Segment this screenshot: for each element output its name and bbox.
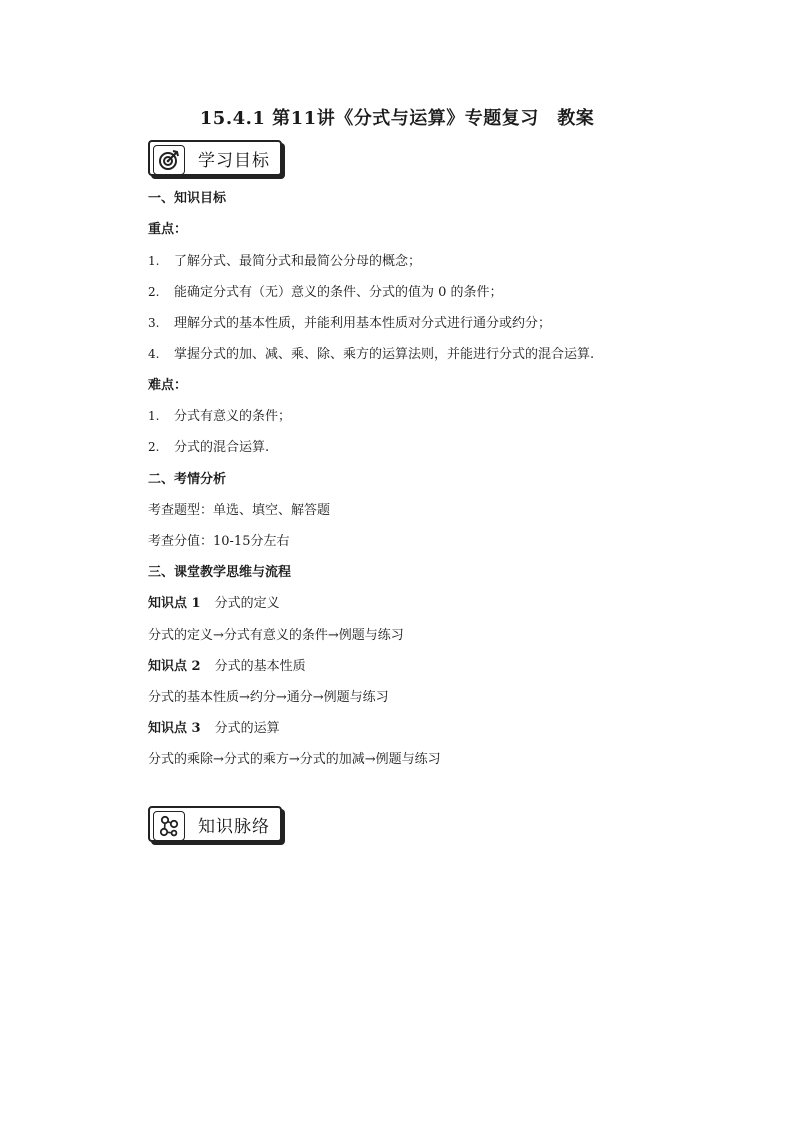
knowledge-point-flow: 分式的基本性质→约分→通分→例题与练习: [148, 690, 389, 705]
knowledge-point-heading: 知识点 3 分式的运算: [148, 721, 280, 736]
list-item: 2. 能确定分式有（无）意义的条件、分式的值为 0 的条件；: [148, 285, 503, 300]
section-heading-teaching-flow: 三、课堂教学思维与流程: [148, 565, 292, 580]
list-item: 3. 理解分式的基本性质，并能利用基本性质对分式进行通分或约分；: [148, 316, 552, 331]
exam-question-types: 考查题型：单选、填空、解答题: [148, 503, 331, 518]
knowledge-point-flow: 分式的定义→分式有意义的条件→例题与练习: [148, 628, 404, 643]
network-nodes-icon: [153, 811, 185, 841]
badge-frame: [148, 140, 282, 176]
knowledge-outline-badge: [148, 806, 282, 842]
difficult-points-heading: 难点：: [148, 378, 188, 393]
badge-label: 知识脉络: [198, 817, 270, 837]
list-item: 4. 掌握分式的加、减、乘、除、乘方的运算法则，并能进行分式的混合运算.: [148, 347, 595, 362]
knowledge-point-heading: 知识点 2 分式的基本性质: [148, 659, 306, 674]
key-points-heading: 重点：: [148, 222, 188, 237]
badge-label: 学习目标: [198, 151, 270, 171]
list-item: 1. 了解分式、最简分式和最简公分母的概念；: [148, 254, 422, 269]
target-arrow-icon: [153, 145, 185, 175]
document-title: 15.4.1 第11讲《分式与运算》专题复习 教案: [199, 108, 595, 129]
list-item: 1. 分式有意义的条件；: [148, 409, 292, 424]
knowledge-point-flow: 分式的乘除→分式的乘方→分式的加减→例题与练习: [148, 752, 441, 767]
section-heading-exam-analysis: 二、考情分析: [148, 472, 227, 487]
exam-score: 考查分值：10-15分左右: [148, 534, 290, 549]
section-heading-knowledge-goals: 一、知识目标: [148, 191, 227, 206]
knowledge-point-heading: 知识点 1 分式的定义: [148, 596, 280, 611]
learning-goals-badge: [148, 140, 282, 176]
badge-frame: [148, 806, 282, 842]
list-item: 2. 分式的混合运算.: [148, 440, 270, 455]
